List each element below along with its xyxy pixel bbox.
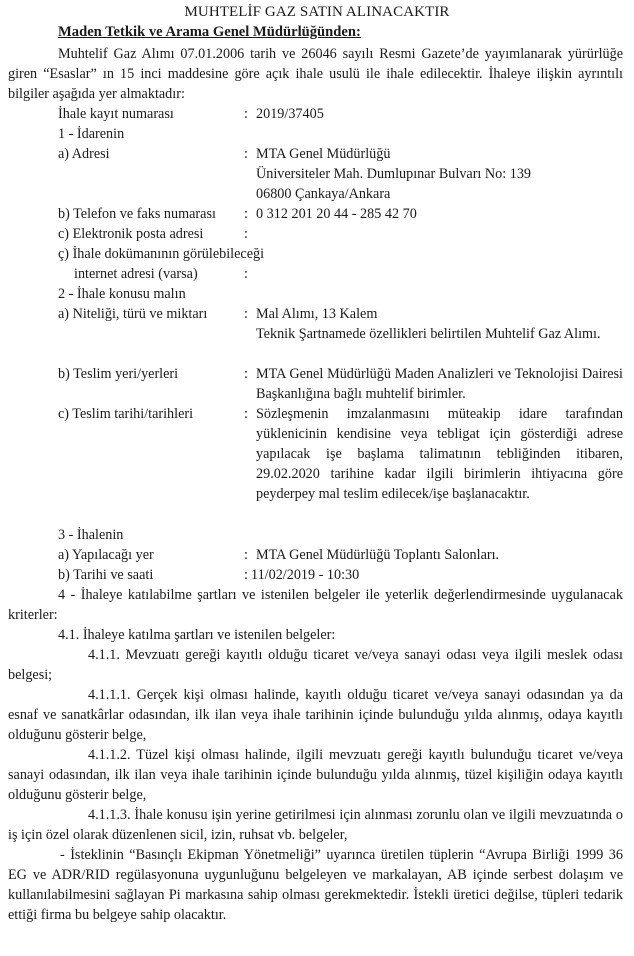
issuer-heading: Maden Tetkik ve Arama Genel Müdürlüğünden: — [58, 24, 361, 40]
para-4-1-1-1: 4.1.1.1. Gerçek kişi olması halinde, kayıtlı olduğu ticaret ve/veya sanayi odasından ya da esnaf ve sanatkârlar odasından, ilk ilan veya ihale tarihinin içinde bulunduğu yılda alınmış, odaya kayıtlı olduğunu gösterir belge, — [8, 687, 623, 743]
section1-heading: 1 - İdarenin — [58, 126, 125, 142]
para-4-1-1-3: 4.1.1.3. İhale konusu işin yerine getirilmesi için alınması zorunlu olan ve ilgili mevzuatında o iş için özel olarak düzenlenen sicil, izin, ruhsat vb. belgeler, — [8, 807, 623, 843]
section4-heading: 4 - İhaleye katılabilme şartları ve istenilen belgeler ile yeterlik değerlendirmesinde uygulanacak kriterler: — [8, 587, 623, 623]
para-4-1-1-2: 4.1.1.2. Tüzel kişi olması halinde, ilgili mevzuatı gereği kayıtlı bulunduğu ticaret ve/veya sanayi odasından, ilk ilan veya ihale tarihinin içinde bulunduğu yılda alınmış, tüzel kişiliğin odaya kayıtlı olduğunu gösterir belge, — [8, 747, 623, 803]
section2-heading: 2 - İhale konusu malın — [58, 286, 186, 302]
intro-paragraph: Muhtelif Gaz Alımı 07.01.2006 tarih ve 26046 sayılı Resmi Gazete’de yayımlanarak yürürlüğe giren “Esaslar” ın 15 inci maddesine göre açık ihale usulü ile ihale edilecektir. İhaleye ilişkin ayrıntılı bilgiler aşağıda yer almaktadır: — [8, 46, 623, 102]
section3-heading: 3 - İhalenin — [58, 527, 124, 543]
document-title: MUHTELİF GAZ SATIN ALINACAKTIR — [184, 4, 450, 20]
para-4-1-1: 4.1.1. Mevzuatı gereği kayıtlı olduğu ticaret ve/veya sanayi odası veya ilgili meslek odası belgesi; — [8, 647, 623, 683]
para-4-1: 4.1. İhaleye katılma şartları ve istenilen belgeler: — [58, 627, 336, 643]
para-pi-mark: - İsteklinin “Basınçlı Ekipman Yönetmeliği” uyarınca üretilen tüplerin “Avrupa Birliği 1999 36 EG ve ADR/RID regülasyonuna uygunluğunu belgeleyen ve markalayan, AB içinde serbest dolaşım ve kullanılabilmesini sağlayan Pi markasına sahip olması gerekmektedir. İstekli üretici değilse, tüpleri tedarik ettiği firma bu belgeye sahip olacaktır. — [8, 847, 623, 923]
